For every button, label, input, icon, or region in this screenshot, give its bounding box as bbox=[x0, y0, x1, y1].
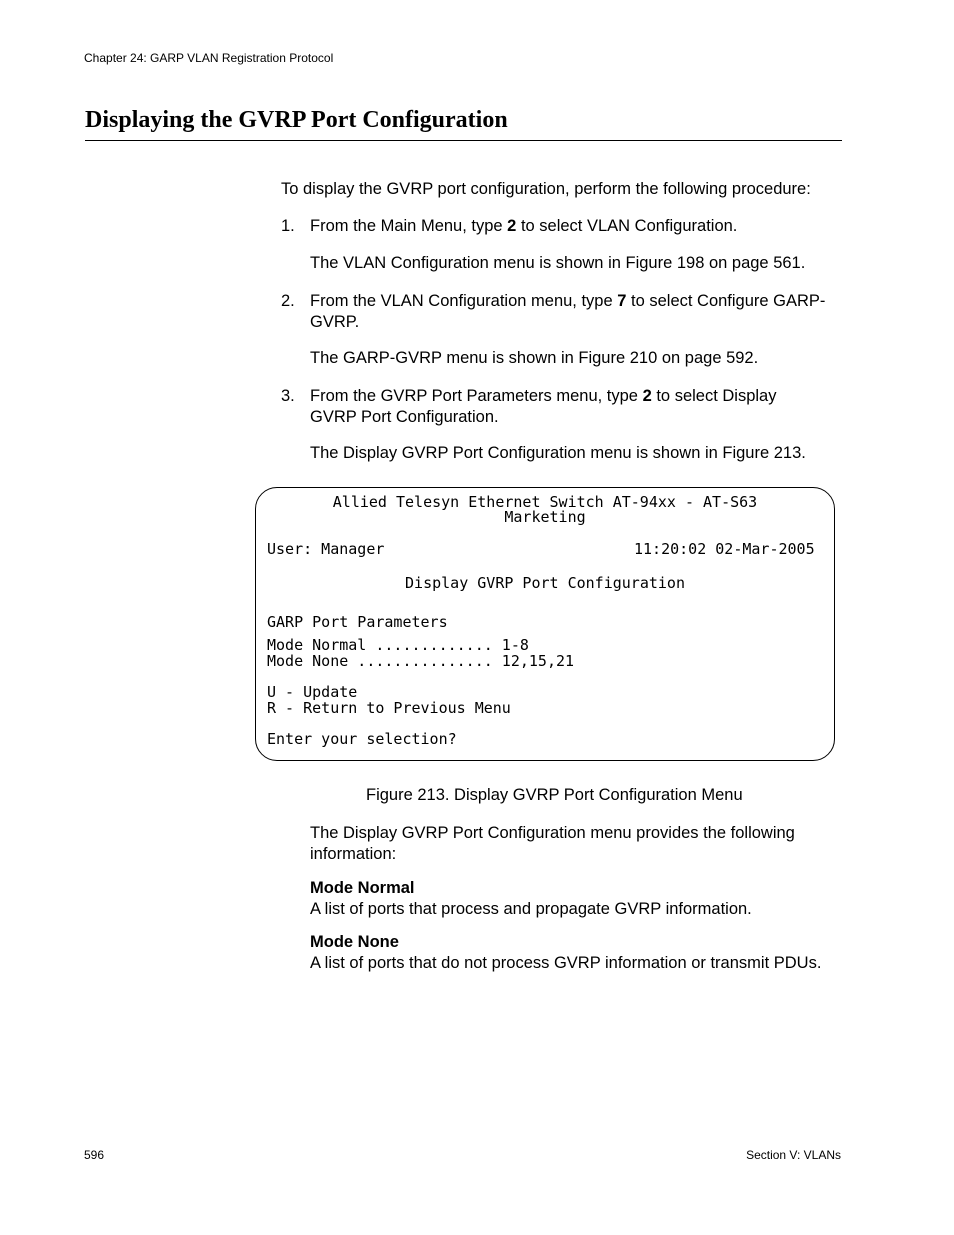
step-note: The GARP-GVRP menu is shown in Figure 210 on page 592. bbox=[310, 349, 759, 367]
screen-option-update: U - Update bbox=[267, 683, 358, 701]
step-text: From the GVRP Port Parameters menu, type 2 to select Display GVRP Port Configuration. bbox=[310, 387, 777, 426]
definition-text: A list of ports that do not process GVRP information or transmit PDUs. bbox=[310, 954, 822, 972]
screen-user: User: Manager bbox=[267, 540, 385, 558]
intro-paragraph: To display the GVRP port configuration, perform the following procedure: bbox=[281, 180, 811, 198]
step-note: The VLAN Configuration menu is shown in Figure 198 on page 561. bbox=[310, 254, 806, 272]
figure-caption: Figure 213. Display GVRP Port Configuration Menu bbox=[366, 786, 743, 804]
definition-term: Mode None bbox=[310, 933, 399, 951]
title-rule bbox=[85, 140, 842, 141]
screen-prompt: Enter your selection? bbox=[267, 730, 457, 748]
step-number: 1. bbox=[281, 217, 295, 235]
section-title: Displaying the GVRP Port Configuration bbox=[85, 107, 508, 133]
page-number: 596 bbox=[84, 1148, 105, 1162]
running-header: Chapter 24: GARP VLAN Registration Protocol bbox=[84, 51, 334, 65]
screen-title: Display GVRP Port Configuration bbox=[405, 574, 685, 592]
screen-header-line2: Marketing bbox=[504, 508, 586, 526]
step-text: From the Main Menu, type 2 to select VLAN Configuration. bbox=[310, 217, 738, 235]
definition-item bbox=[310, 932, 821, 974]
screen-option-return: R - Return to Previous Menu bbox=[267, 699, 511, 717]
running-footer: Section V: VLANs bbox=[746, 1148, 841, 1162]
screen-mode-none: Mode None ............... 12,15,21 bbox=[267, 652, 575, 670]
step-text: From the VLAN Configuration menu, type 7 to select Configure GARP-GVRP. bbox=[310, 292, 826, 331]
screen-datetime: 11:20:02 02-Mar-2005 bbox=[634, 540, 815, 558]
screen-header-line1: Allied Telesyn Ethernet Switch AT-94xx - AT-S63 bbox=[332, 493, 758, 511]
screen-mode-normal: Mode Normal ............. 1-8 bbox=[267, 636, 529, 654]
step-note: The Display GVRP Port Configuration menu is shown in Figure 213. bbox=[310, 444, 806, 462]
description-paragraph: The Display GVRP Port Configuration menu provides the following information: bbox=[310, 824, 795, 863]
screen-section-label: GARP Port Parameters bbox=[267, 613, 448, 631]
definition-item bbox=[310, 878, 752, 920]
definition-text: A list of ports that process and propagate GVRP information. bbox=[310, 900, 752, 918]
definition-term: Mode Normal bbox=[310, 879, 415, 897]
step-number: 3. bbox=[281, 387, 295, 405]
step-number: 2. bbox=[281, 292, 295, 310]
